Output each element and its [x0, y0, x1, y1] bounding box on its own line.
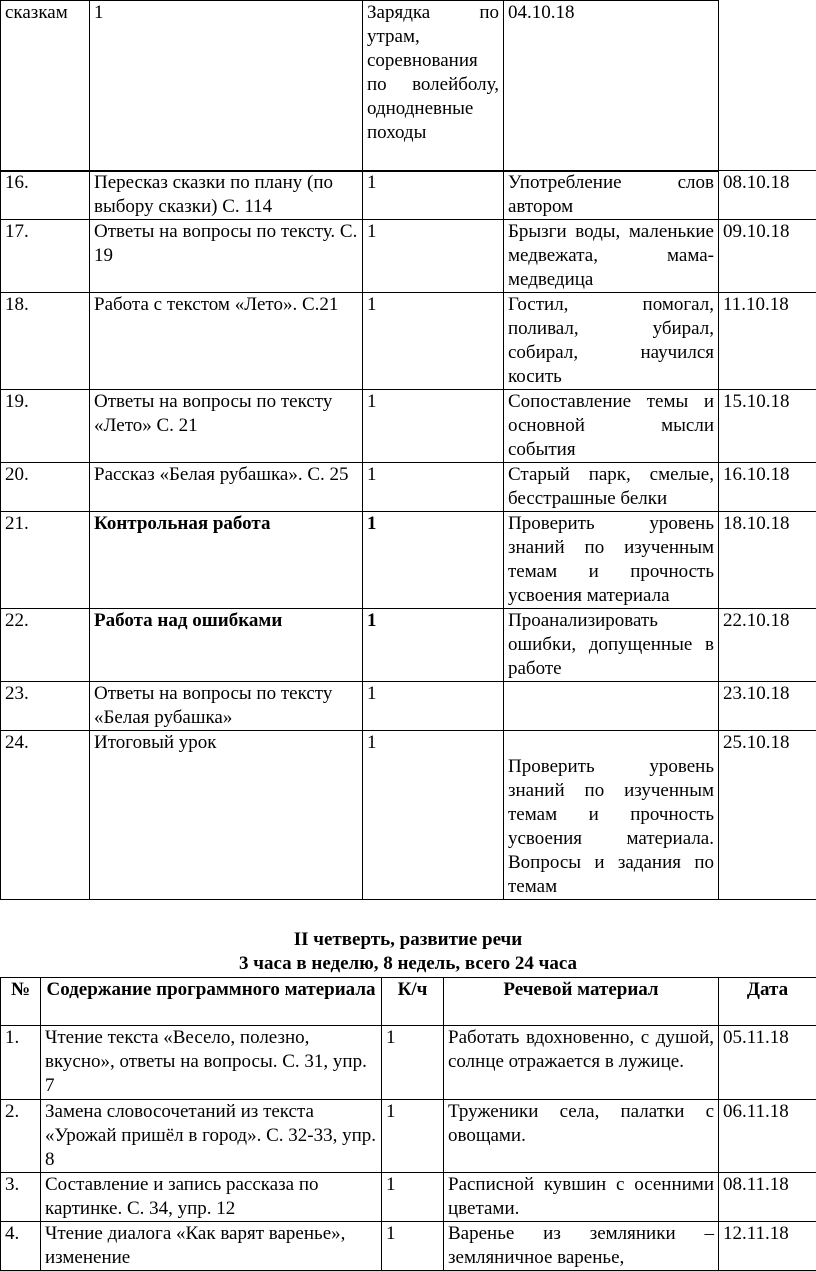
cell-speech-material: Брызги воды, маленькие медвежата, мама-медведица	[504, 220, 719, 293]
section-heading	[0, 928, 816, 976]
cell-hours: 1	[363, 390, 504, 463]
table-row	[1, 609, 816, 682]
table-row	[1, 1173, 816, 1222]
cell-speech-material: Сопоставление темы и основной мысли события	[504, 390, 719, 463]
cell-number: 22.	[1, 609, 90, 682]
table-row	[1, 731, 816, 900]
lesson-plan-table-q2	[0, 977, 816, 1271]
cell-topic: Ответы на вопросы по тексту «Лето» С. 21	[90, 390, 363, 463]
table-row	[1, 1, 816, 172]
cell-date: 09.10.18	[719, 220, 816, 293]
cell-hours: 1	[363, 731, 504, 900]
cell-topic: Контрольная работа	[90, 512, 363, 609]
cell-number: 20.	[1, 463, 90, 512]
cell-date: 04.10.18	[504, 1, 719, 172]
cell-speech-material: Употребление слов автором	[504, 171, 719, 220]
table-row	[1, 220, 816, 293]
cell-speech-material: Зарядка по утрам, соревнования по волейболу, однодневные походы	[363, 1, 504, 172]
table-row	[1, 1100, 816, 1173]
cell-topic: Ответы на вопросы по тексту. С. 19	[90, 220, 363, 293]
cell-speech-material: Гостил, помогал, поливал, убирал, собирал, научился косить	[504, 293, 719, 390]
header-number: №	[1, 978, 41, 1026]
cell-date: 15.10.18	[719, 390, 816, 463]
cell-date: 05.11.18	[719, 1026, 816, 1100]
lesson-plan-table-continued	[0, 0, 816, 172]
table-row	[1, 390, 816, 463]
cell-topic: Рассказ «Белая рубашка». С. 25	[90, 463, 363, 512]
cell-speech-material: Старый парк, смелые, бесстрашные белки	[504, 463, 719, 512]
cell-topic: Чтение текста «Весело, полезно, вкусно», ответы на вопросы. С. 31, упр. 7	[41, 1026, 382, 1100]
cell-hours: 1	[363, 463, 504, 512]
heading-line-1: II четверть, развитие речи	[293, 929, 523, 950]
cell-speech-material: Проверить уровень знаний по изученным темам и прочность усвоения материала. Вопросы и задания по темам	[504, 731, 719, 900]
cell-number: 18.	[1, 293, 90, 390]
table-row	[1, 293, 816, 390]
cell-speech-material: Работать вдохновенно, с душой, солнце отражается в лужице.	[444, 1026, 719, 1100]
cell-topic: Работа с текстом «Лето». С.21	[90, 293, 363, 390]
cell-date: 18.10.18	[719, 512, 816, 609]
cell-speech-material: Проанализировать ошибки, допущенные в работе	[504, 609, 719, 682]
header-speech: Речевой материал	[444, 978, 719, 1026]
cell-hours: 1	[363, 293, 504, 390]
cell-number: 16.	[1, 171, 90, 220]
cell-number: 24.	[1, 731, 90, 900]
cell-number: 17.	[1, 220, 90, 293]
cell-topic: Итоговый урок	[90, 731, 363, 900]
heading-line-2: 3 часа в неделю, 8 недель, всего 24 часа	[238, 953, 577, 974]
header-hours: К/ч	[382, 978, 444, 1026]
cell-date: 08.10.18	[719, 171, 816, 220]
cell-hours: 1	[90, 1, 363, 172]
cell-date: 06.11.18	[719, 1100, 816, 1173]
header-date: Дата	[719, 978, 816, 1026]
cell-hours: 1	[382, 1173, 444, 1222]
cell-number: 21.	[1, 512, 90, 609]
cell-speech-material: Труженики села, палатки с овощами.	[444, 1100, 719, 1173]
cell-topic: Замена словосочетаний из текста «Урожай пришёл в город». С. 32-33, упр. 8	[41, 1100, 382, 1173]
cell-topic: Ответы на вопросы по тексту «Белая рубашка»	[90, 682, 363, 731]
cell-number: 23.	[1, 682, 90, 731]
table-row	[1, 171, 816, 220]
cell-topic: Пересказ сказки по плану (по выбору сказки) С. 114	[90, 171, 363, 220]
header-topic: Содержание программного материала	[41, 978, 382, 1026]
cell-topic: Составление и запись рассказа по картинке. С. 34, упр. 12	[41, 1173, 382, 1222]
cell-date: 08.11.18	[719, 1173, 816, 1222]
cell-hours: 1	[363, 512, 504, 609]
cell-date: 22.10.18	[719, 609, 816, 682]
cell-topic: Работа над ошибками	[90, 609, 363, 682]
table-row	[1, 1222, 816, 1271]
cell-hours: 1	[382, 1100, 444, 1173]
cell-speech-material: Варенье из земляники – земляничное варенье,	[444, 1222, 719, 1271]
table-row	[1, 512, 816, 609]
cell-date: 12.11.18	[719, 1222, 816, 1271]
cell-number: 1.	[1, 1026, 41, 1100]
cell-number: 2.	[1, 1100, 41, 1173]
empty-cell	[719, 1, 816, 172]
cell-number: 19.	[1, 390, 90, 463]
cell-date: 11.10.18	[719, 293, 816, 390]
cell-hours: 1	[363, 609, 504, 682]
cell-date: 25.10.18	[719, 731, 816, 900]
cell-number: 4.	[1, 1222, 41, 1271]
lesson-plan-table	[0, 170, 816, 900]
table-row	[1, 463, 816, 512]
table-row	[1, 1026, 816, 1100]
cell-number: сказкам	[1, 1, 90, 172]
cell-hours: 1	[382, 1026, 444, 1100]
cell-date: 16.10.18	[719, 463, 816, 512]
cell-date: 23.10.18	[719, 682, 816, 731]
cell-speech-material	[504, 682, 719, 731]
table-row	[1, 682, 816, 731]
cell-hours: 1	[363, 682, 504, 731]
cell-hours: 1	[363, 171, 504, 220]
cell-hours: 1	[382, 1222, 444, 1271]
cell-number: 3.	[1, 1173, 41, 1222]
cell-speech-material: Проверить уровень знаний по изученным темам и прочность усвоения материала	[504, 512, 719, 609]
cell-speech-material: Расписной кувшин с осенними цветами.	[444, 1173, 719, 1222]
cell-topic: Чтение диалога «Как варят варенье», изменение	[41, 1222, 382, 1271]
cell-hours: 1	[363, 220, 504, 293]
table-header-row	[1, 978, 816, 1026]
